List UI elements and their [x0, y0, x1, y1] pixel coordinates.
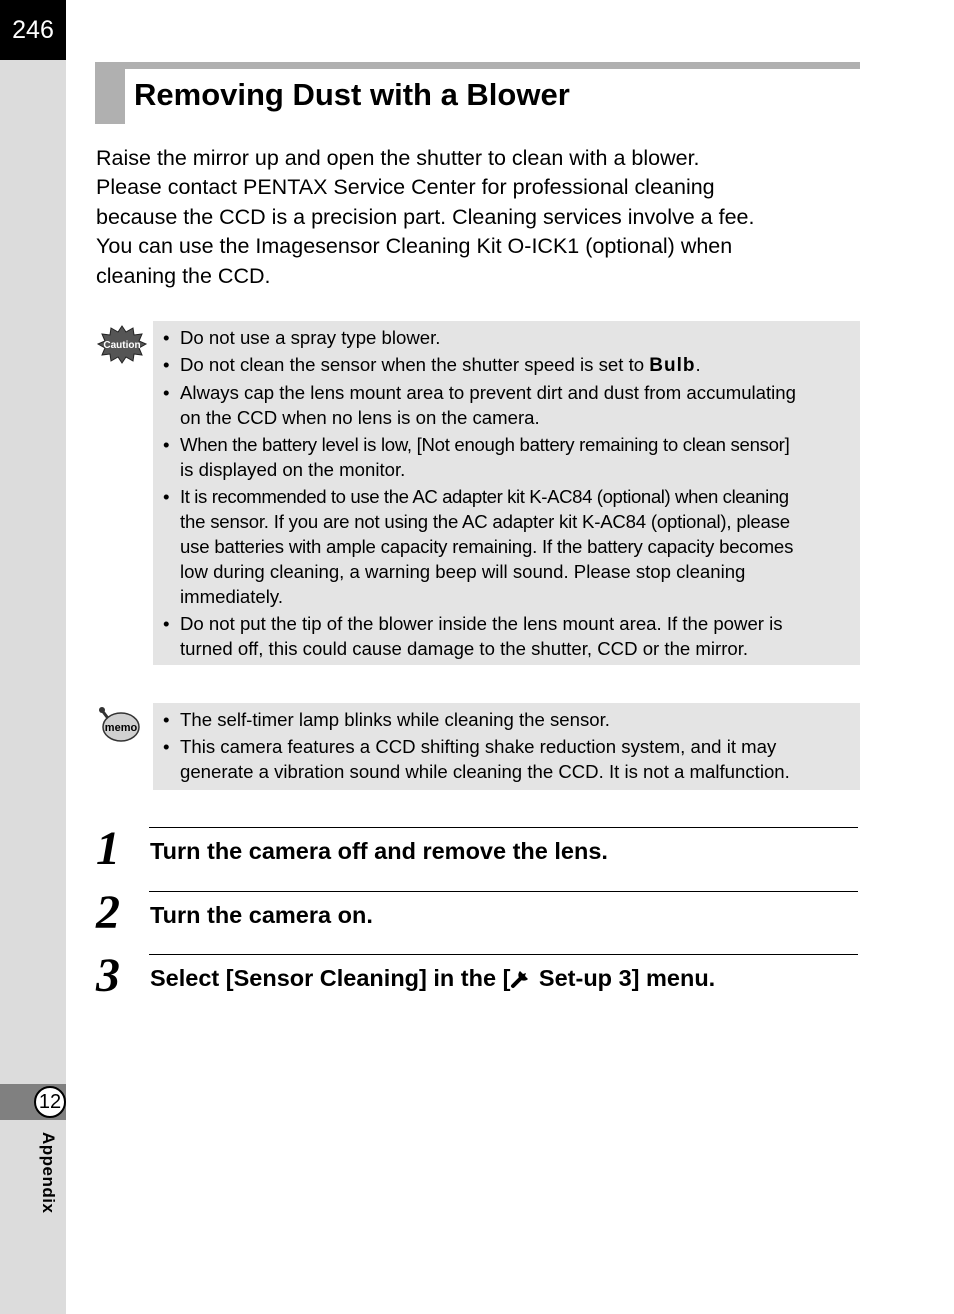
caution-item: • Do not clean the sensor when the shutter speed is set to Bulb. [163, 354, 701, 376]
caution-box [153, 321, 860, 665]
step-rule [149, 827, 858, 828]
bulb-label: Bulb [649, 355, 696, 376]
title-accent-block [95, 62, 125, 124]
bullet: • [163, 434, 170, 455]
page-number: 246 [0, 0, 66, 60]
caution-item: • It is recommended to use the AC adapter kit K-AC84 (optional) when cleaning the sensor. If you are not using the AC adapter kit K-AC84 (optional), please use batteries with ample capacity remaining. If the battery capacity becomes low during cleaning, a warning beep will sound. Please stop cleaning immediately. [163, 486, 794, 607]
step-rule [149, 891, 858, 892]
step-text: Turn the camera off and remove the lens. [150, 838, 608, 864]
caution-item: • Always cap the lens mount area to prevent dirt and dust from accumulating on the CCD when no lens is on the camera. [163, 382, 796, 428]
bullet: • [163, 354, 170, 375]
wrench-icon [510, 967, 532, 989]
intro-line: because the CCD is a precision part. Cleaning services involve a fee. [96, 204, 755, 229]
memo-item: • This camera features a CCD shifting shake reduction system, and it may generate a vibration sound while cleaning the CCD. It is not a malfunction. [163, 736, 790, 782]
step-number: 3 [96, 949, 120, 1002]
intro-line: Please contact PENTAX Service Center for professional cleaning [96, 175, 715, 200]
bullet: • [163, 613, 170, 634]
section-title: Removing Dust with a Blower [134, 77, 570, 112]
intro-line: cleaning the CCD. [96, 263, 271, 288]
bullet: • [163, 486, 170, 507]
bullet: • [163, 736, 170, 757]
caution-item: • Do not put the tip of the blower inside the lens mount area. If the power is turned off, this could cause damage to the shutter, CCD or the mirror. [163, 613, 783, 659]
caution-item: • Do not use a spray type blower. [163, 327, 441, 348]
intro-paragraph [96, 144, 836, 291]
memo-box [153, 703, 860, 790]
step-text: Select [Sensor Cleaning] in the [ Set-up 3] menu. [150, 965, 716, 991]
memo-icon [97, 705, 142, 745]
bullet: • [163, 327, 170, 348]
memo-item: • The self-timer lamp blinks while cleaning the sensor. [163, 709, 610, 730]
caution-item: • When the battery level is low, [Not enough battery remaining to clean sensor] is displayed on the monitor. [163, 434, 790, 480]
chapter-number: 12 [34, 1086, 66, 1118]
bullet: • [163, 709, 170, 730]
memo-icon-label: memo [104, 722, 138, 734]
intro-line: Raise the mirror up and open the shutter to clean with a blower. [96, 146, 700, 170]
intro-line: You can use the Imagesensor Cleaning Kit O-ICK1 (optional) when [96, 234, 733, 259]
step-number: 2 [96, 886, 120, 939]
caution-icon [97, 324, 147, 364]
step-rule [149, 954, 858, 955]
chapter-label-wrap [26, 1132, 66, 1232]
step-2 [96, 886, 860, 951]
step-text: Turn the camera on. [150, 902, 373, 928]
caution-icon-label: Caution [103, 340, 141, 351]
section-title-bar [95, 62, 860, 124]
title-rule [95, 62, 860, 69]
step-3 [96, 949, 860, 1014]
bullet: • [163, 382, 170, 403]
step-number: 1 [96, 822, 120, 875]
chapter-label: Appendix [39, 1132, 58, 1214]
step-1 [96, 822, 860, 887]
